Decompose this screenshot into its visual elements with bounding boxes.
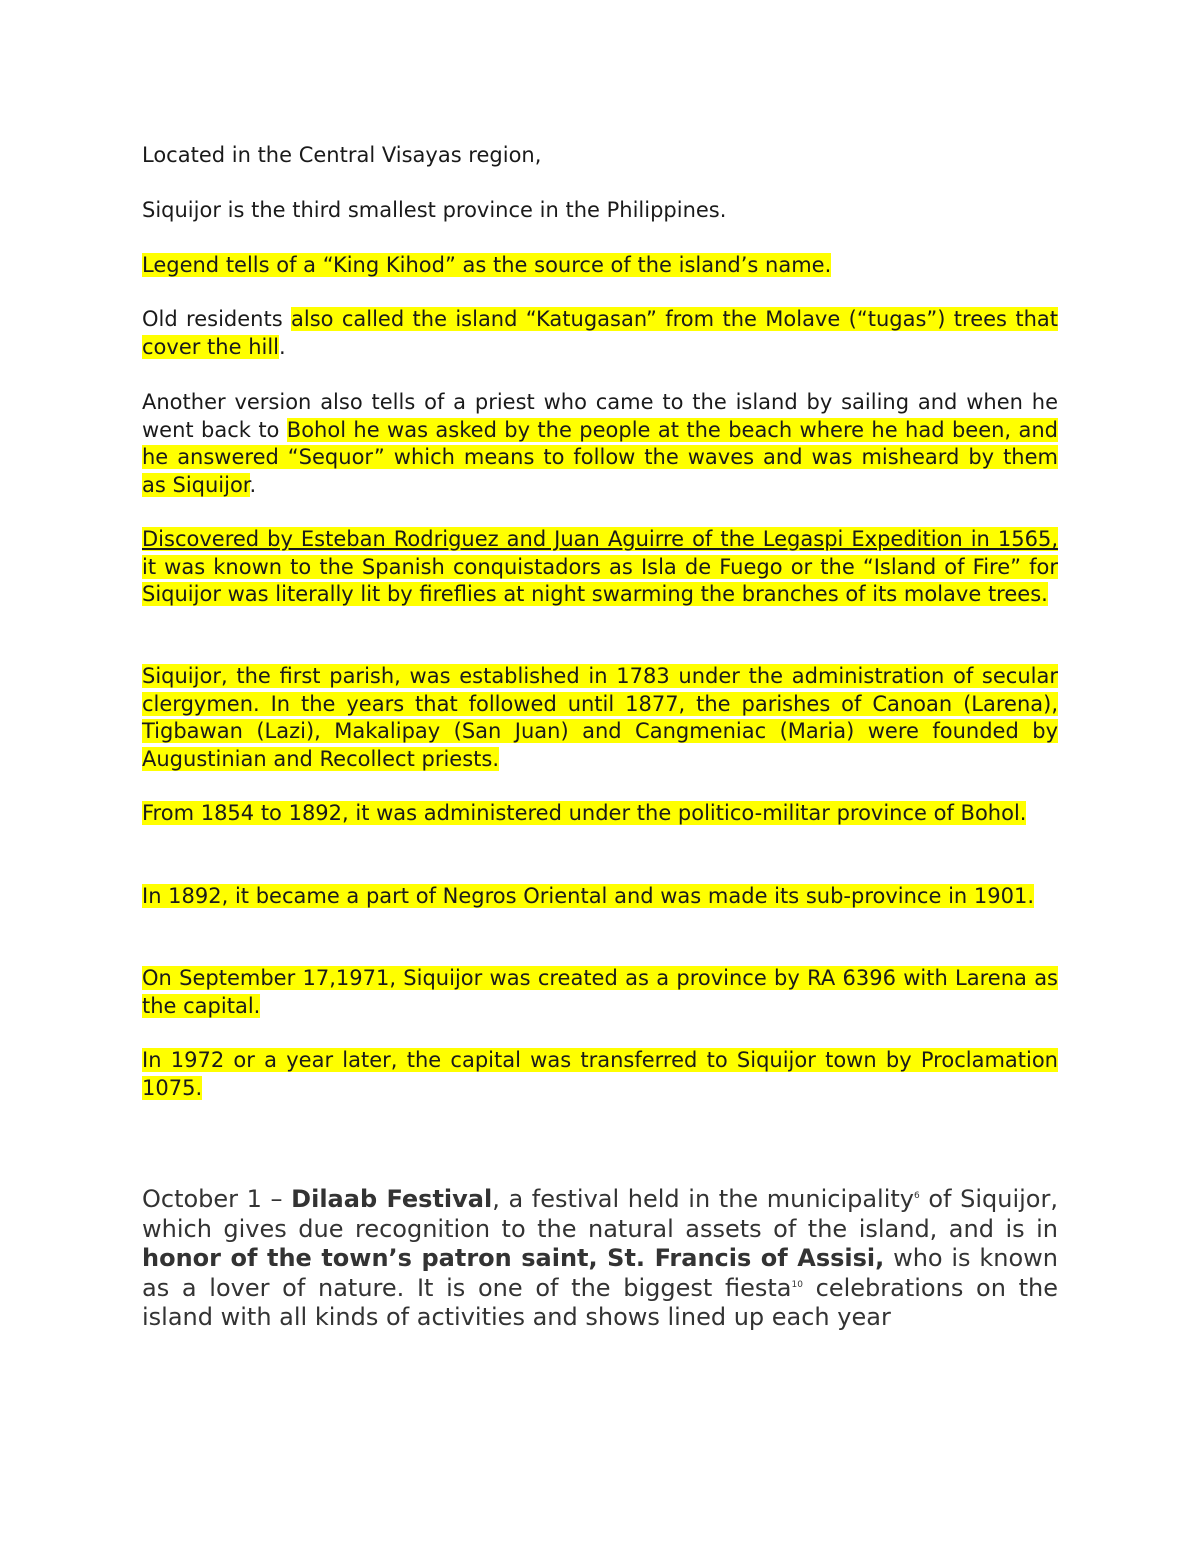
paragraph-discovered	[142, 526, 1058, 609]
paragraph-another-version: Another version also tells of a priest who came to the island by sailing and when he went back to Bohol he was asked by the people at the beach where he had been, and he answered “Sequor” which means to follow the waves and was misheard by them as Siquijor.	[142, 390, 1058, 497]
highlighted-text: Legend tells of a “King Kihod” as the source of the island’s name.	[142, 253, 832, 277]
highlighted-text: On September 17,1971, Siquijor was created as a province by RA 6396 with Larena as the capital.	[142, 966, 1058, 1018]
paragraph-1971	[142, 965, 1058, 1020]
paragraph-first-parish	[142, 663, 1058, 773]
underlined-highlighted-text: Discovered by Esteban Rodriguez and Juan Aguirre of the Legaspi Expedition in 1565,	[142, 527, 1058, 551]
paragraph-1892	[142, 883, 1058, 911]
footnote-reference[interactable]: 6	[914, 1191, 920, 1201]
paragraph-legend	[142, 252, 1058, 280]
paragraph-1972	[142, 1047, 1058, 1102]
paragraph-location: Located in the Central Visayas region,	[142, 143, 542, 167]
highlighted-text: Bohol he was asked by the people at the beach where he had been, and he answered “Sequor” which means to follow the waves and was misheard by them as Siquijor	[142, 417, 1058, 497]
highlighted-text: In 1972 or a year later, the capital was transferred to Siquijor town by Proclamation 1075.	[142, 1048, 1058, 1100]
highlighted-text: Siquijor, the first parish, was established in 1783 under the administration of secular clergymen. In the years that followed until 1877, the parishes of Canoan (Larena), Tigbawan (Lazi), Makalipay (San Juan) and Cangmeniac (Maria) were founded by Augustinian and Recollect priests.	[142, 664, 1058, 771]
highlighted-text: it was known to the Spanish conquistadors as Isla de Fuego or the “Island of Fire” for Siquijor was literally lit by fireflies at night swarming the branches of its molave trees.	[142, 554, 1058, 606]
paragraph-katugasan: Old residents also called the island “Katugasan” from the Molave (“tugas”) trees that cover the hill.	[142, 307, 1058, 359]
festival-name: Dilaab Festival	[291, 1185, 493, 1213]
paragraph-1854	[142, 800, 1058, 828]
highlighted-text: In 1892, it became a part of Negros Oriental and was made its sub-province in 1901.	[142, 884, 1035, 908]
footnote-reference[interactable]: 10	[791, 1279, 803, 1290]
paragraph-dilaab-festival: October 1 – Dilaab Festival, a festival held in the municipality$^6$ of Siquijor, which gives due recognition to the natural assets of the island, and is in honor of the town’s patron saint, St. Francis of Assisi, who is known as a lover of nature. It is one of the biggest fiesta$^{10}$ celebrations on the island with all kinds of activities and shows lined up each year	[142, 1185, 1058, 1332]
paragraph-smallest-province: Siquijor is the third smallest province in the Philippines.	[142, 198, 727, 222]
patron-saint-text: honor of the town’s patron saint, St. Francis of Assisi,	[142, 1244, 885, 1273]
highlighted-text: also called the island “Katugasan” from the Molave (“tugas”) trees that cover the hill	[142, 307, 1058, 359]
highlighted-text: From 1854 to 1892, it was administered under the politico-militar province of Bohol.	[142, 801, 1027, 825]
